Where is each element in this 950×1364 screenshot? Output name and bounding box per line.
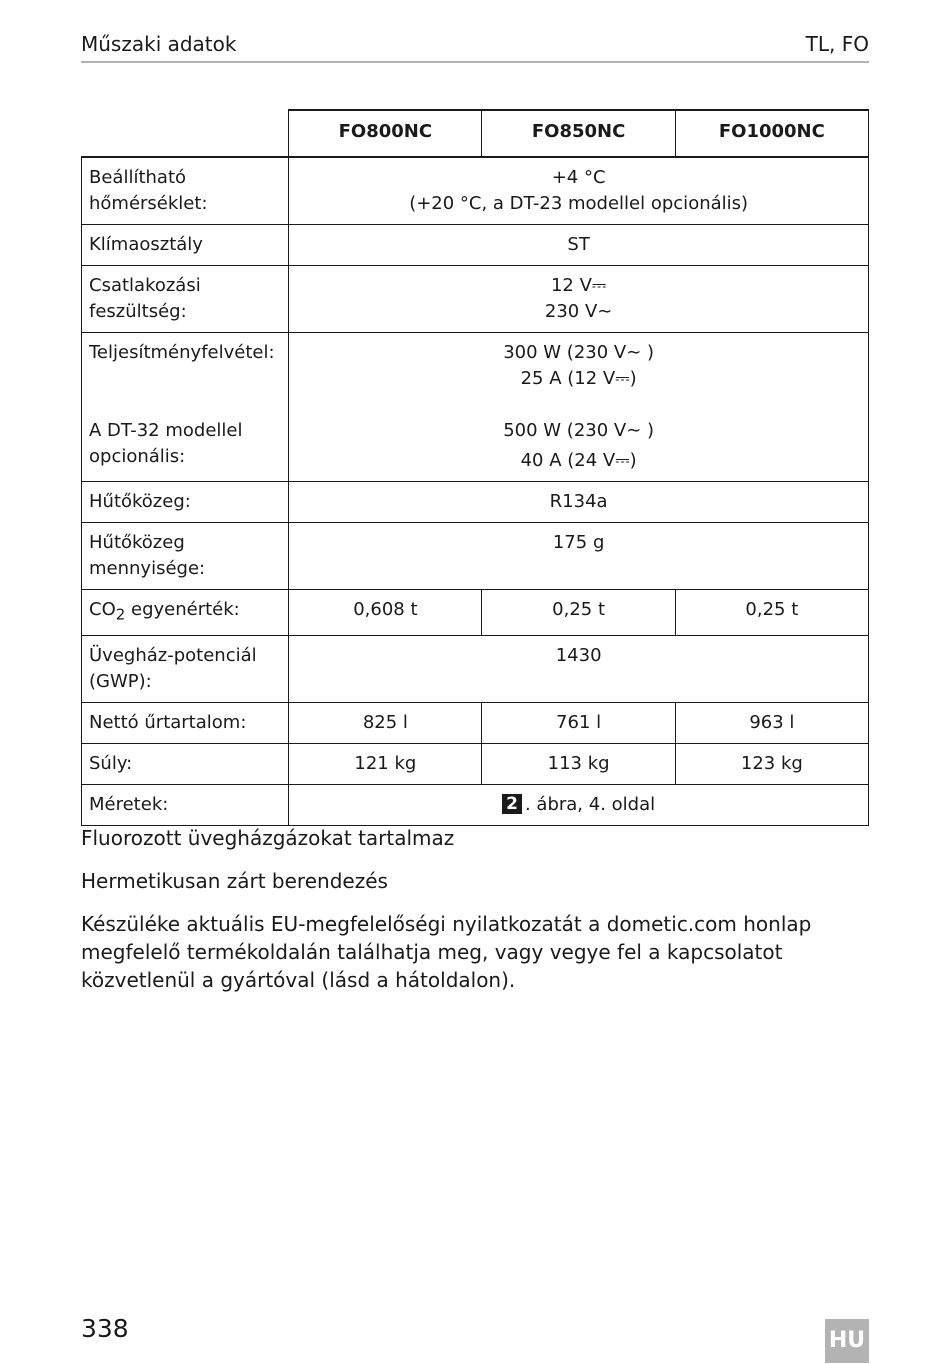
model-series: TL, FO bbox=[805, 32, 869, 56]
row-value: +4 °C (+20 °C, a DT-23 modellel opcionális) bbox=[289, 157, 869, 225]
row-value: 825 l bbox=[289, 702, 482, 743]
row-value: 123 kg bbox=[675, 743, 868, 784]
column-header: FO800NC bbox=[289, 110, 482, 157]
table-row bbox=[82, 266, 869, 333]
table-row bbox=[82, 157, 869, 225]
row-value: 300 W (230 V∼ ) 25 A (12 V⎓) 500 W (230 V∼ ) 40 A (24 V⎓) bbox=[289, 333, 869, 482]
table-row bbox=[82, 333, 869, 482]
table-row bbox=[82, 482, 869, 523]
row-value: 963 l bbox=[675, 702, 868, 743]
row-label: Nettó űrtartalom: bbox=[82, 702, 289, 743]
row-value: 175 g bbox=[289, 523, 869, 590]
row-value: 12 V⎓ 230 V∼ bbox=[289, 266, 869, 333]
row-value: 113 kg bbox=[482, 743, 675, 784]
column-header: FO1000NC bbox=[675, 110, 868, 157]
row-label: Beállítható hőmérséklet: bbox=[82, 157, 289, 225]
row-value: 1430 bbox=[289, 635, 869, 702]
table-row bbox=[82, 590, 869, 636]
figure-reference: . ábra, 4. oldal bbox=[524, 793, 656, 815]
row-label: Klímaosztály bbox=[82, 225, 289, 266]
table-row bbox=[82, 784, 869, 825]
notes bbox=[81, 824, 871, 1009]
section-title: Műszaki adatok bbox=[81, 32, 237, 56]
page-header bbox=[81, 30, 869, 63]
table-row bbox=[82, 225, 869, 266]
row-label: Hűtőközeg mennyisége: bbox=[82, 523, 289, 590]
optional-label: A DT-32 modellel opcionális: bbox=[89, 420, 243, 467]
table-row bbox=[82, 523, 869, 590]
spec-table bbox=[81, 109, 869, 826]
row-label: Méretek: bbox=[82, 784, 289, 825]
table-row bbox=[82, 743, 869, 784]
row-value: ST bbox=[289, 225, 869, 266]
table-row bbox=[82, 702, 869, 743]
row-value: 761 l bbox=[482, 702, 675, 743]
column-header: FO850NC bbox=[482, 110, 675, 157]
row-value: 0,25 t bbox=[482, 590, 675, 636]
row-label: Üvegház-potenciál (GWP): bbox=[82, 635, 289, 702]
row-value: 0,608 t bbox=[289, 590, 482, 636]
row-label: $CO_2$ egyenérték: bbox=[82, 590, 289, 636]
row-value: 0,25 t bbox=[675, 590, 868, 636]
table-row bbox=[82, 635, 869, 702]
row-value: R134a bbox=[289, 482, 869, 523]
row-label: Hűtőközeg: bbox=[82, 482, 289, 523]
paragraph: Készüléke aktuális EU-megfelelőségi nyilatkozatát a dometic.com honlap megfelelő termékoldalán találhatja meg, vagy vegye fel a kapcsolatot közvetlenül a gyártóval (lásd a hátoldalon). bbox=[81, 912, 812, 992]
table-header-row bbox=[82, 110, 869, 157]
paragraph: Fluorozott üvegházgázokat tartalmaz bbox=[81, 826, 455, 850]
row-label: Csatlakozási feszültség: bbox=[82, 266, 289, 333]
row-label: Teljesítményfelvétel: A DT-32 modellel opcionális: bbox=[82, 333, 289, 482]
figure-number-badge: 2 bbox=[502, 794, 522, 814]
row-label: Súly: bbox=[82, 743, 289, 784]
language-badge: HU bbox=[825, 1319, 869, 1363]
row-value bbox=[289, 784, 869, 825]
header-empty-cell bbox=[82, 110, 289, 157]
row-value: 121 kg bbox=[289, 743, 482, 784]
page-number: 338 bbox=[81, 1314, 129, 1343]
paragraph: Hermetikusan zárt berendezés bbox=[81, 869, 388, 893]
